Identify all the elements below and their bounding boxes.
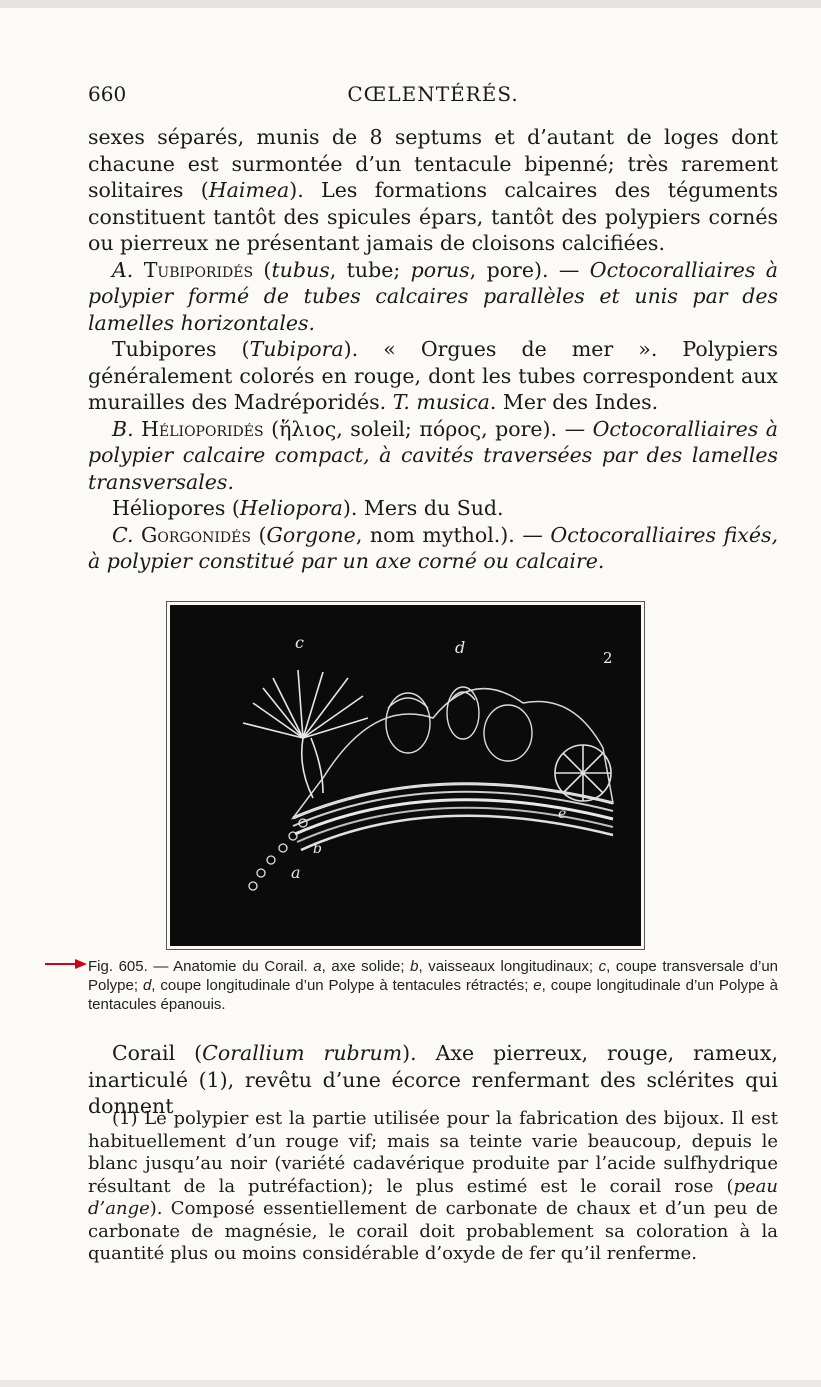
corail-paragraph: Corail (Corallium rubrum). Axe pierreux, rouge, rameux, inarticulé (1), revêtu d’une écorce renfermant des sclérites qui donnent	[88, 1041, 778, 1118]
coral-anatomy-figure	[170, 605, 641, 946]
figure-label-a: a	[291, 863, 301, 882]
intro-paragraph: sexes séparés, munis de 8 septums et d’autant de loges dont chacune est surmontée d’un tentacule bipenné; très rarement solitaires (Haimea). Les formations calcaires des téguments constituent tantôt des spicules épars, tantôt des polypiers cornés ou pierreux ne présentant jamais de cloisons calcifiées.	[88, 125, 778, 255]
figure-caption: Fig. 605. — Anatomie du Corail. a, axe solide; b, vaisseaux longitudinaux; c, coupe transversale d’un Polype; d, coupe longitudinale d’un Polype à tentacules rétractés; e, coupe longitudinale d’un Polype à tentacules épanouis.	[88, 958, 779, 1013]
figure-label-e: e	[558, 806, 567, 822]
figure-label-b: b	[313, 841, 322, 857]
footnote: (1) Le polypier est la partie utilisée pour la fabrication des bijoux. Il est habituellement d’un rouge vif; mais sa teinte varie beaucoup, depuis le blanc jusqu’au noir (variété cadavérique produite par l’acide sulfhydrique résultant de la putréfaction); le plus estimé est le corail rose (peau d’ange). Composé essentiellement de carbonate de chaux et d’un peu de carbonate de magnésie, le corail doit probablement sa coloration à la quantité plus ou moins considérable d’oxyde de fer qu’il renferme.	[88, 1108, 778, 1264]
figure-label-2: 2	[603, 649, 613, 667]
section-b: B. Hélioporidés (ἥλιος, soleil; πόρος, pore). — Octocoralliaires à polypier calcaire compact, à cavités traversées par des lamelles transversales.	[88, 416, 778, 494]
upper-text	[88, 124, 778, 575]
tubipores-paragraph: Tubipores (Tubipora). « Orgues de mer ». Polypiers généralement colorés en rouge, dont les tubes correspondent aux murailles des Madréporidés. T. musica. Mer des Indes.	[88, 337, 778, 414]
section-c: C. Gorgonidés (Gorgone, nom mythol.). — Octocoralliaires fixés, à polypier constitué par un axe corné ou calcaire.	[88, 522, 778, 573]
page-header	[88, 82, 778, 112]
running-head: CŒLENTÉRÉS.	[347, 82, 519, 106]
page-number: 660	[88, 82, 127, 106]
coral-illustration	[173, 608, 638, 943]
figure-label-d: d	[455, 638, 466, 657]
section-a: A. Tubiporidés (tubus, tube; porus, pore). — Octocoralliaires à polypier formé de tubes calcaires parallèles et unis par des lamelles horizontales.	[88, 257, 779, 335]
heliopores-paragraph: Héliopores (Heliopora). Mers du Sud.	[112, 496, 504, 520]
figure-label-c: c	[295, 633, 304, 652]
red-arrow-icon	[45, 958, 87, 970]
